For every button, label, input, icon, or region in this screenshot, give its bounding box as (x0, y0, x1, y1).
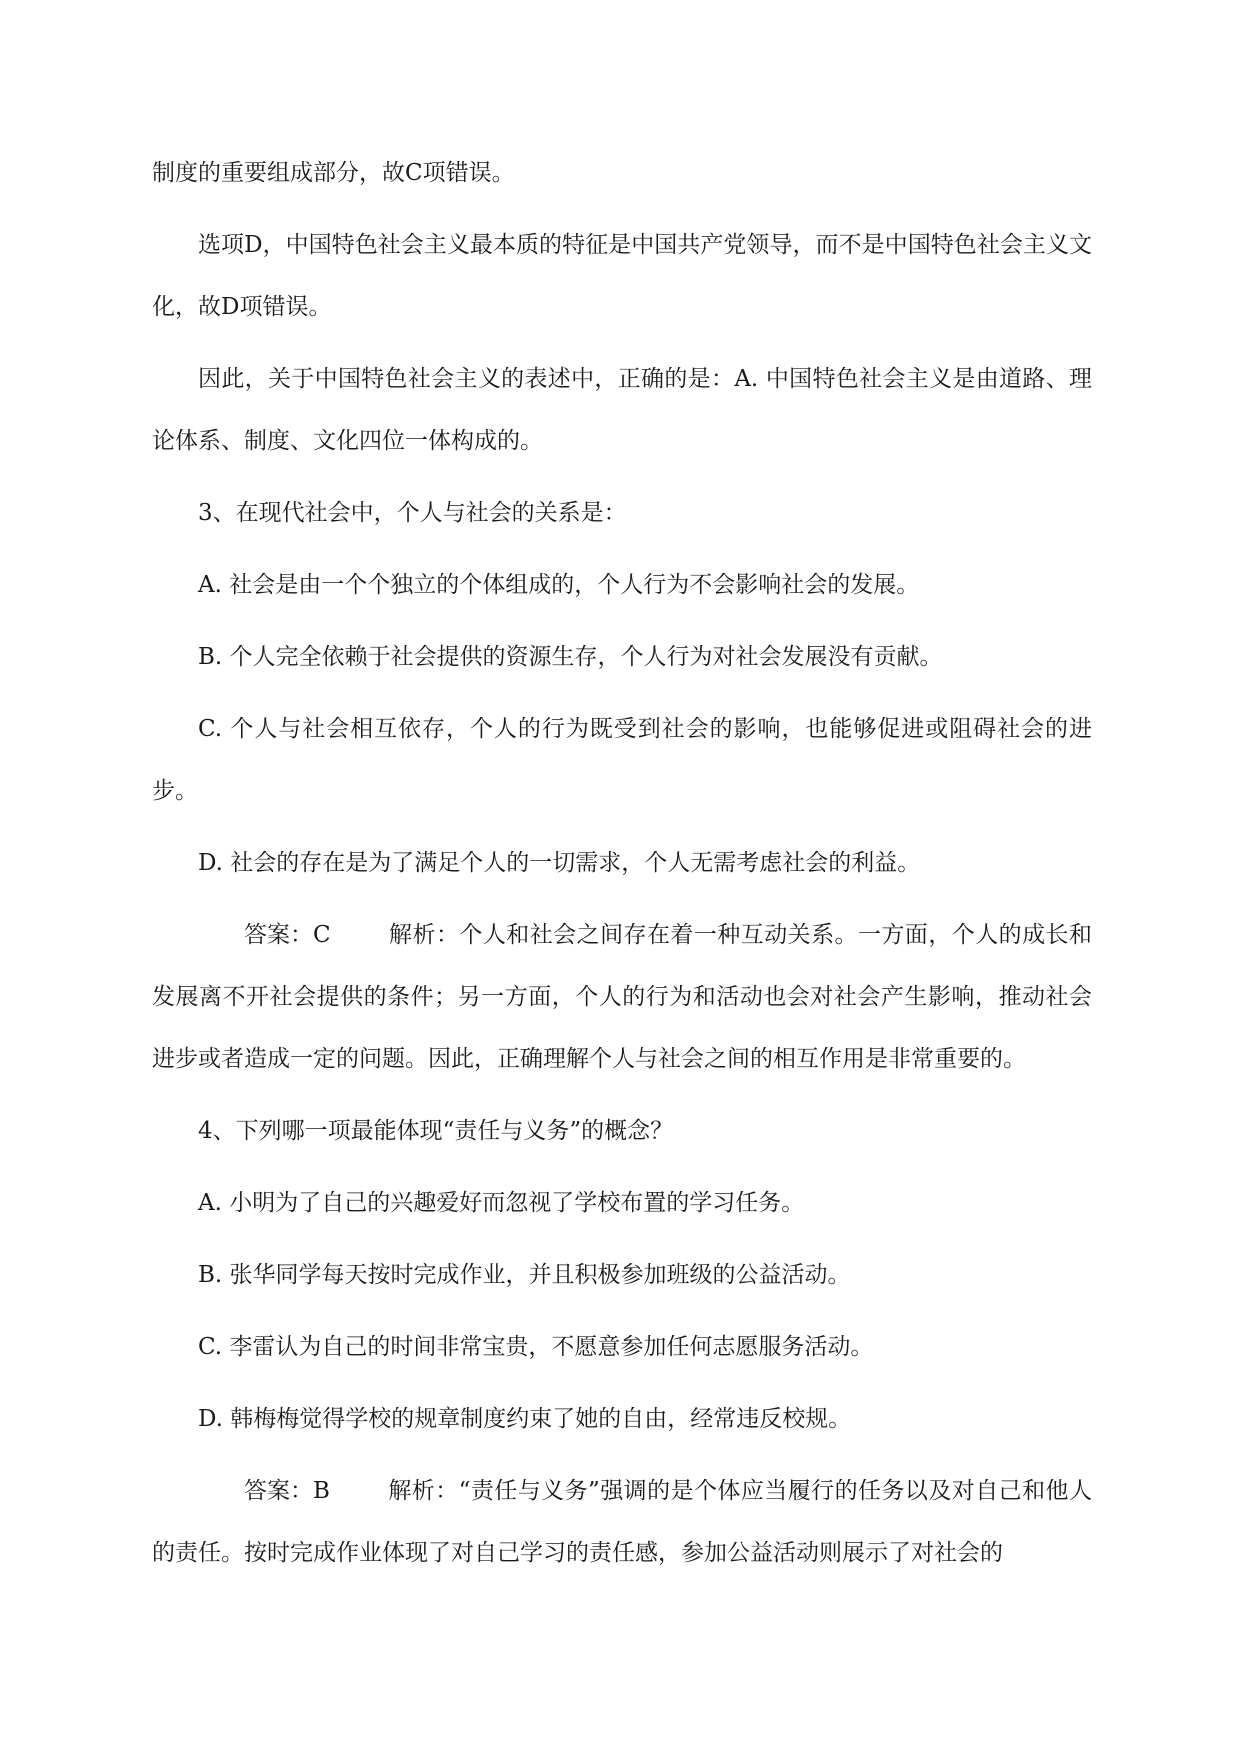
document-page (152, 142, 1092, 1584)
paragraph-2: 选项D，中国特色社会主义最本质的特征是中国共产党领导，而不是中国特色社会主义文化，故D项错误。 (152, 232, 1092, 320)
question-4-answer-block (152, 1460, 1092, 1584)
paragraph-3: 因此，关于中国特色社会主义的表述中，正确的是：A. 中国特色社会主义是由道路、理论体系、制度、文化四位一体构成的。 (152, 366, 1092, 454)
question-4-analysis: 解析：“责任与义务”强调的是个体应当履行的任务以及对自己和他人的责任。按时完成作业体现了对自己学习的责任感，参加公益活动则展示了对社会的 (152, 1478, 1092, 1566)
question-4-answer: 答案：B (244, 1478, 330, 1504)
question-3-stem: 3、在现代社会中，个人与社会的关系是： (198, 500, 627, 526)
question-3-analysis: 解析：个人和社会之间存在着一种互动关系。一方面，个人的成长和发展离不开社会提供的条件；另一方面，个人的行为和活动也会对社会产生影响，推动社会进步或者造成一定的问题。因此，正确理解个人与社会之间的相互作用是非常重要的。 (152, 922, 1092, 1072)
question-4-stem: 4、下列哪一项最能体现“责任与义务”的概念？ (198, 1118, 674, 1144)
question-3-option-b: B. 个人完全依赖于社会提供的资源生存，个人行为对社会发展没有贡献。 (198, 644, 943, 670)
question-4-option-c: C. 李雷认为自己的时间非常宝贵，不愿意参加任何志愿服务活动。 (198, 1334, 874, 1360)
question-4-option-b: B. 张华同学每天按时完成作业，并且积极参加班级的公益活动。 (198, 1262, 851, 1288)
question-4-option-a: A. 小明为了自己的兴趣爱好而忽视了学校布置的学习任务。 (198, 1190, 805, 1216)
question-3-option-a: A. 社会是由一个个独立的个体组成的，个人行为不会影响社会的发展。 (198, 572, 920, 598)
question-3-option-c: C. 个人与社会相互依存，个人的行为既受到社会的影响，也能够促进或阻碍社会的进步。 (152, 716, 1092, 804)
question-3-answer: 答案：C (244, 922, 331, 948)
paragraph-1: 制度的重要组成部分，故C项错误。 (152, 160, 515, 186)
question-3-option-d: D. 社会的存在是为了满足个人的一切需求，个人无需考虑社会的利益。 (198, 850, 921, 876)
question-4-option-d: D. 韩梅梅觉得学校的规章制度约束了她的自由，经常违反校规。 (198, 1406, 852, 1432)
question-3-answer-block (152, 904, 1092, 1090)
